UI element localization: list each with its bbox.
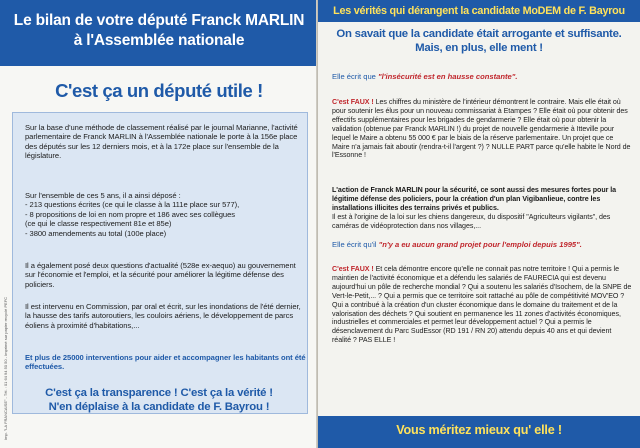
right-subtitle-line2: Mais, en plus, elle ment ! xyxy=(415,41,543,54)
record-paragraph-ranking: Sur la base d'une méthode de classement réalisé par le journal Marianne, l'activité parlementaire de Franck MARLIN à l'Assemblée nationale le porte à la 156e place des députés sur les 12 derniers mois, et à la 172e place sur l'ensemble de la législature. xyxy=(25,123,298,161)
left-footer-line2: N'en déplaise à la candidate de F. Bayrou ! xyxy=(48,400,270,413)
right-leaflet-page xyxy=(318,0,640,448)
quote-employment xyxy=(332,240,632,249)
right-footer-banner xyxy=(318,416,640,448)
right-header-banner xyxy=(318,0,640,22)
record-paragraph-questions: Il a également posé deux questions d'actualité (528e ex-aequo) au gouvernement sur l'économie et l'emploi, et la sécurité pour améliorer la légitime défense des policiers. xyxy=(25,261,296,289)
left-footer-slogan xyxy=(0,387,318,414)
right-subtitle-line1: On savait que la candidate était arrogante et suffisante. xyxy=(336,28,622,40)
faux-label: C'est FAUX ! xyxy=(332,98,374,106)
record-paragraph-interventions: Et plus de 25000 interventions pour aider et accompagner les habitants ont été effectuées. xyxy=(25,353,306,372)
quote-text: "n'y a eu aucun grand projet pour l'emploi depuis 1995". xyxy=(378,240,582,249)
law-paragraph: Il est à l'origine de la loi sur les chiens dangereux, du dispositif "Agriculteurs vigilants", des caméras de vidéoprotection dans nos villages,... xyxy=(332,213,611,230)
quote-insecurity xyxy=(332,72,632,81)
right-header-title: Les vérités qui dérangent la candidate MoDEM de F. Bayrou xyxy=(333,5,625,17)
record-paragraph-deposits: Sur l'ensemble de ces 5 ans, il a ainsi déposé : - 213 questions écrites (ce qui le classe à la 111e place sur 577), - 8 propositions de loi en nom propre et 186 avec ses collègues (ce qui le classe respectivement 81e et 85e) - 3800 amendements au total (100e place) xyxy=(25,191,240,238)
left-title-line2: à l'Assemblée nationale xyxy=(73,32,245,49)
left-footer-line1: C'est ça la transparence ! C'est ça la vérité ! xyxy=(45,387,273,399)
printer-legal-text: Imp. "LA FRANCAISE" - Tél. : 01 64 94 50 50 - Imprimé sur papier recyclé PEFC xyxy=(3,296,8,440)
left-title-line1: Le bilan de votre député Franck MARLIN xyxy=(13,12,305,29)
quote-text: "l'insécurité est en hausse constante". xyxy=(378,72,518,81)
rebuttal-security xyxy=(332,98,632,160)
right-footer-text: Vous méritez mieux qu' elle ! xyxy=(396,423,562,437)
record-paragraph-commission: Il est intervenu en Commission, par oral et écrit, sur les inondations de l'été dernier, la hausse des tarifs autoroutiers, les couloirs aériens, le développement de parcs éoliens à proximité d'habitations,... xyxy=(25,302,301,330)
left-slogan: C'est ça un député utile ! xyxy=(55,80,263,101)
rebuttal-economy-text: Et cela démontre encore qu'elle ne connait pas notre territoire ! Qui a permis le maintien de l'activité économique et a défendu les salariés de FAURECIA qui est devenu aujourd'hui un pôle de recherche mondial ? Qui a soutenu les salariés d'Isochem, de la SNPE de Vert-le-Petit,... ? Qui a permis que ce territoire soit rattaché au pôle de compétitivité MOV'EO ? Qui a contribué à la création d'un cluster économique dans le domaine du traitement et de la valorisation des déchets ? Qui soutient en permanence les 11 zones d'activités économiques, industrielles et commerciales et permet leur développement actuel ? Qui a permis le désenclavement du Parc SudEssor (RD 191 / RN 20) attendu depuis 40 ans et qui devient réalité ? PAS ELLE ! xyxy=(332,265,632,345)
left-leaflet-page xyxy=(0,0,318,448)
faux-label: C'est FAUX ! xyxy=(332,265,374,273)
quote-intro: Elle écrit qu'il xyxy=(332,240,377,249)
left-title-banner xyxy=(0,0,318,66)
right-subtitle xyxy=(318,28,640,55)
action-paragraph: L'action de Franck MARLIN pour la sécurité, ce sont aussi des mesures fortes pour la légitime défense des policiers, pour la création d'un plan Vigibanlieue, contre les installations illicites des terrains privés et publics. xyxy=(332,186,617,212)
rebuttal-economy xyxy=(332,265,632,345)
rebuttal-security-text: Les chiffres du ministère de l'intérieur démontrent le contraire. Mais elle était où pour soutenir les élus pour un nouveau commissariat à Etampes ? Elle était où pour obtenir des effectifs supplémentaires pour les brigades de gendarmerie ? Elle était où pour obtenir la validation (obtenue par Franck MARLIN !) du projet de nouvelle gendarmerie à Itteville pour lequel le Maire a obtenu 55 000 € par le biais de la réserve parlementaire. Un projet que ce Maire n'a jamais fait aboutir (rendra-t-il l'argent ?) ? NULLE PART parce qu'elle habite le Nord de l'Essonne ! xyxy=(332,98,631,160)
quote-intro: Elle écrit que xyxy=(332,72,376,81)
record-summary-box xyxy=(12,112,308,414)
